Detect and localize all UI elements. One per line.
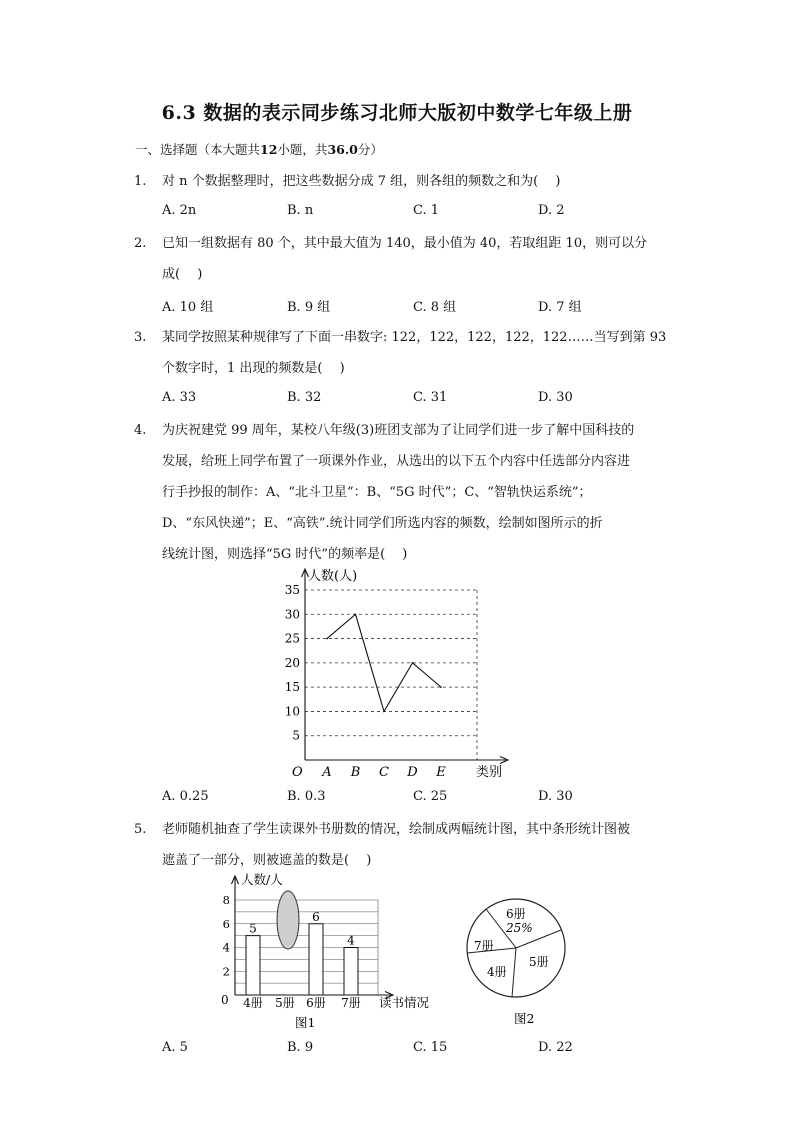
question-text: 已知一组数据有 80 个，其中最大值为 140，最小值为 40，若取组距 10，则可以分	[162, 236, 648, 251]
option-a[interactable]: A. 5	[162, 1040, 188, 1055]
data-point	[355, 613, 357, 615]
line-chart	[270, 565, 520, 783]
question-text: 某同学按照某种规律写了下面一串数字: 122，122，122，122，122……当写到第 93	[162, 330, 667, 345]
x-tick-label: 7册	[341, 996, 361, 1010]
option-a[interactable]: A. 0.25	[162, 789, 209, 804]
y-tick-label: 2	[222, 964, 230, 979]
option-c[interactable]: C. 25	[413, 789, 448, 804]
question-text: D、“东风快递”；E、“高铁”.统计同学们所选内容的频数，绘制如图所示的折	[162, 516, 603, 531]
question-number: 1.	[134, 174, 147, 189]
option-d[interactable]: D. 7 组	[538, 300, 582, 315]
pie-slice-label: 6册	[506, 907, 526, 921]
section-mid: 小题，共	[277, 142, 328, 157]
y-tick-label: 5	[292, 728, 300, 743]
bar-chart-y-label: 人数/人	[241, 872, 283, 887]
line-chart-ticks	[285, 583, 447, 780]
pie-chart-caption: 图2	[514, 1011, 535, 1026]
x-tick-label: E	[436, 765, 446, 780]
x-tick-label: A	[322, 765, 332, 780]
page-title: 6.3 数据的表示同步练习北师大版初中数学七年级上册	[161, 102, 633, 124]
y-tick-label: 4	[222, 940, 230, 955]
x-tick-label: 5册	[275, 996, 295, 1010]
section-heading	[135, 140, 383, 158]
question-number: 4.	[134, 423, 147, 438]
question-text: 发展，给班上同学布置了一项课外作业，从选出的以下五个内容中任选部分内容进	[162, 454, 631, 469]
bar-chart	[215, 870, 445, 1032]
pie-slice-value: 25%	[506, 921, 533, 935]
option-b[interactable]: B. 32	[287, 390, 322, 405]
bar-chart-x-label: 读书情况	[379, 995, 430, 1010]
question-text: 对 n 个数据整理时，把这些数据分成 7 组，则各组的频数之和为( )	[162, 174, 561, 189]
option-d[interactable]: D. 30	[538, 390, 573, 405]
data-point	[383, 711, 385, 713]
y-tick-label: 15	[284, 680, 300, 695]
option-b[interactable]: B. 0.3	[287, 789, 326, 804]
option-a[interactable]: A. 10 组	[162, 300, 214, 315]
option-d[interactable]: D. 22	[538, 1040, 573, 1055]
question-text: 遮盖了一部分，则被遮盖的数是( )	[162, 853, 372, 868]
bar	[344, 948, 358, 996]
y-tick-label: 20	[284, 655, 300, 670]
pie-slice-label: 4册	[487, 965, 507, 979]
y-tick-label: 30	[284, 607, 300, 622]
x-tick-label: C	[379, 765, 389, 780]
question-text: 线统计图，则选择“5G 时代”的频率是( )	[162, 547, 408, 562]
bar-value-label: 6	[312, 909, 320, 924]
section-prefix: 一、选择题（本大题共	[135, 142, 261, 157]
x-tick-label: 6册	[306, 996, 326, 1010]
bar-value-label: 4	[347, 933, 355, 948]
line-chart-origin-label: O	[292, 765, 303, 780]
option-c[interactable]: C. 1	[413, 203, 440, 218]
bar-chart-bars	[246, 910, 358, 995]
option-c[interactable]: C. 8 组	[413, 300, 457, 315]
y-tick-label: 8	[222, 893, 230, 907]
line-chart-grid	[305, 590, 477, 760]
section-suffix: 分）	[357, 142, 383, 157]
option-c[interactable]: C. 31	[413, 390, 448, 405]
y-tick-label: 6	[222, 916, 230, 931]
y-tick-label: 25	[284, 631, 300, 646]
question-text: 成( )	[162, 267, 203, 282]
option-b[interactable]: B. n	[287, 203, 314, 218]
question-text: 行手抄报的制作：A、“北斗卫星”：B、“5G 时代”；C、“智轨快运系统”；	[162, 485, 592, 500]
question-number: 3.	[134, 330, 147, 345]
bar-chart-caption: 图1	[295, 1015, 316, 1030]
option-d[interactable]: D. 2	[538, 203, 565, 218]
y-tick-label: 35	[284, 583, 300, 597]
x-tick-label: B	[350, 765, 361, 780]
data-point	[412, 662, 414, 664]
section-count: 12	[260, 142, 278, 157]
option-c[interactable]: C. 15	[413, 1040, 448, 1055]
question-number: 2.	[134, 236, 147, 251]
option-b[interactable]: B. 9 组	[287, 300, 331, 315]
line-chart-y-label: 人数(人)	[308, 569, 358, 584]
question-number: 5.	[134, 822, 147, 837]
option-d[interactable]: D. 30	[538, 789, 573, 804]
bar-chart-origin-label: 0	[221, 993, 229, 1007]
pie-chart	[462, 895, 574, 1030]
question-text: 老师随机抽查了学生读课外书册数的情况，绘制成两幅统计图，其中条形统计图被	[162, 822, 631, 837]
x-tick-label: 4册	[243, 996, 263, 1010]
data-point	[440, 686, 442, 688]
option-a[interactable]: A. 33	[162, 390, 197, 405]
question-text: 个数字时，1 出现的频数是( )	[162, 361, 345, 376]
data-point	[326, 638, 328, 640]
pie-slice-label: 7册	[474, 939, 494, 953]
bar	[246, 936, 260, 995]
covering-ellipse	[277, 891, 299, 949]
bar	[309, 924, 323, 995]
bar-value-label: 5	[249, 921, 257, 936]
line-chart-x-label: 类别	[476, 765, 503, 780]
pie-slice-label: 5册	[529, 955, 549, 969]
question-text: 为庆祝建党 99 周年，某校八年级(3)班团支部为了让同学们进一步了解中国科技的	[162, 423, 635, 438]
option-b[interactable]: B. 9	[287, 1040, 314, 1055]
section-score: 36.0	[327, 142, 358, 157]
x-tick-label: D	[407, 765, 418, 780]
option-a[interactable]: A. 2n	[162, 203, 197, 218]
y-tick-label: 10	[284, 704, 300, 719]
